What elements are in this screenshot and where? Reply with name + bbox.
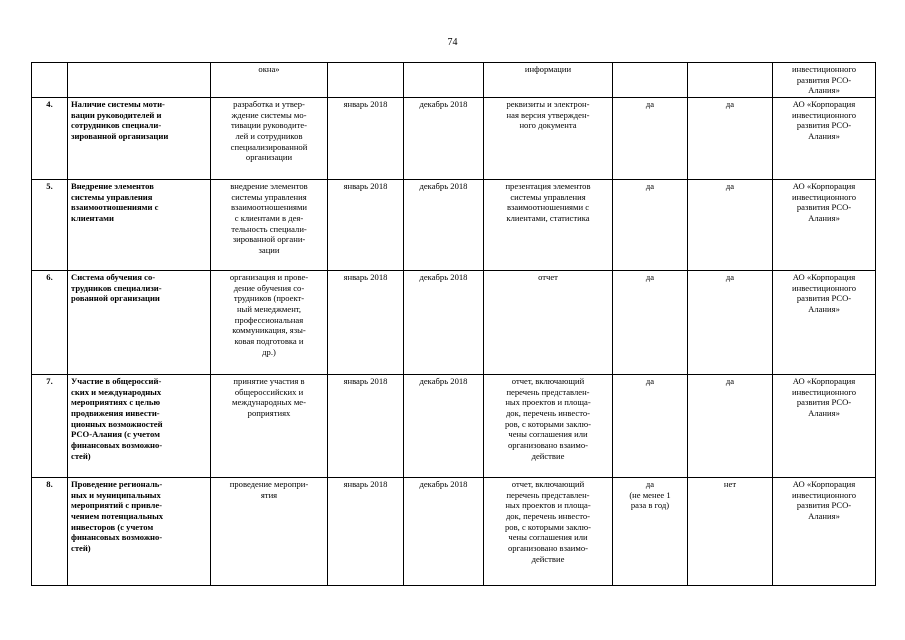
cell-num: 7. <box>32 374 68 477</box>
cell-measure: Участие в общероссий- ских и международных мероприятиях с целью продвижения инвести- ционных возможностей РСО-Алания (с учетом финансовых возможно- стей) <box>68 374 211 477</box>
cell-activity: внедрение элементов системы управления взаимоотношениями с клиентами в дея- тельность специали- зированной органи- зации <box>211 179 328 270</box>
cell-responsible: АО «Корпорация инвестиционного развития РСО- Алания» <box>773 97 876 179</box>
cell-measure: Наличие системы моти- вации руководителей и сотрудников специали- зированной организации <box>68 97 211 179</box>
cell-plan: да <box>613 97 688 179</box>
cell-fact: да <box>688 270 773 374</box>
cell-start: январь 2018 <box>328 374 404 477</box>
cell-responsible: инвестиционного развития РСО- Алания» <box>773 63 876 98</box>
cell-end <box>404 63 484 98</box>
table-body <box>32 63 876 586</box>
cell-result: информации <box>484 63 613 98</box>
cell-measure: Проведение региональ- ных и муниципальных мероприятий с привле- чением потенциальных инвесторов (с учетом финансовых возможно- стей) <box>68 477 211 585</box>
cell-result: отчет, включающий перечень представлен- ных проектов и площа- док, перечень инвесто- ров, с которыми заклю- чены соглашения или организовано взаимо- действие <box>484 374 613 477</box>
table-row-continued <box>32 63 876 98</box>
cell-num: 5. <box>32 179 68 270</box>
cell-fact: да <box>688 374 773 477</box>
cell-fact: да <box>688 179 773 270</box>
cell-num: 8. <box>32 477 68 585</box>
cell-fact: да <box>688 97 773 179</box>
cell-responsible: АО «Корпорация инвестиционного развития РСО- Алания» <box>773 477 876 585</box>
table-row <box>32 477 876 585</box>
cell-end: декабрь 2018 <box>404 179 484 270</box>
cell-end: декабрь 2018 <box>404 97 484 179</box>
cell-measure: Внедрение элементов системы управления взаимоотношениями с клиентами <box>68 179 211 270</box>
table-row <box>32 97 876 179</box>
cell-plan: да (не менее 1 раза в год) <box>613 477 688 585</box>
cell-activity: проведение меропри- ятия <box>211 477 328 585</box>
cell-start: январь 2018 <box>328 179 404 270</box>
cell-fact: нет <box>688 477 773 585</box>
cell-plan: да <box>613 270 688 374</box>
cell-fact <box>688 63 773 98</box>
cell-result: отчет <box>484 270 613 374</box>
cell-num <box>32 63 68 98</box>
cell-measure <box>68 63 211 98</box>
cell-plan <box>613 63 688 98</box>
cell-responsible: АО «Корпорация инвестиционного развития РСО- Алания» <box>773 179 876 270</box>
cell-activity: окна» <box>211 63 328 98</box>
cell-plan: да <box>613 179 688 270</box>
cell-responsible: АО «Корпорация инвестиционного развития РСО- Алания» <box>773 270 876 374</box>
table-row <box>32 374 876 477</box>
cell-num: 6. <box>32 270 68 374</box>
cell-activity: разработка и утвер- ждение системы мо- тивации руководите- лей и сотрудников специализированной организации <box>211 97 328 179</box>
page-number: 74 <box>447 37 458 48</box>
cell-start <box>328 63 404 98</box>
cell-result: отчет, включающий перечень представлен- ных проектов и площа- док, перечень инвесто- ров, с которыми заклю- чены соглашения или организовано взаимо- действие <box>484 477 613 585</box>
cell-start: январь 2018 <box>328 97 404 179</box>
cell-result: реквизиты и электрон- ная версия утвержден- ного документа <box>484 97 613 179</box>
cell-activity: принятие участия в общероссийских и международных ме- роприятиях <box>211 374 328 477</box>
cell-end: декабрь 2018 <box>404 374 484 477</box>
cell-activity: организация и прове- дение обучения со- трудников (проект- ный менеджмент, профессиональная коммуникация, язы- ковая подготовка и др.) <box>211 270 328 374</box>
cell-measure: Система обучения со- трудников специализи- рованной организации <box>68 270 211 374</box>
cell-start: январь 2018 <box>328 477 404 585</box>
cell-start: январь 2018 <box>328 270 404 374</box>
cell-result: презентация элементов системы управления взаимоотношениями с клиентами, статистика <box>484 179 613 270</box>
cell-plan: да <box>613 374 688 477</box>
cell-end: декабрь 2018 <box>404 270 484 374</box>
cell-responsible: АО «Корпорация инвестиционного развития РСО- Алания» <box>773 374 876 477</box>
cell-num: 4. <box>32 97 68 179</box>
table-row <box>32 270 876 374</box>
measures-table <box>31 62 876 586</box>
table-row <box>32 179 876 270</box>
cell-end: декабрь 2018 <box>404 477 484 585</box>
